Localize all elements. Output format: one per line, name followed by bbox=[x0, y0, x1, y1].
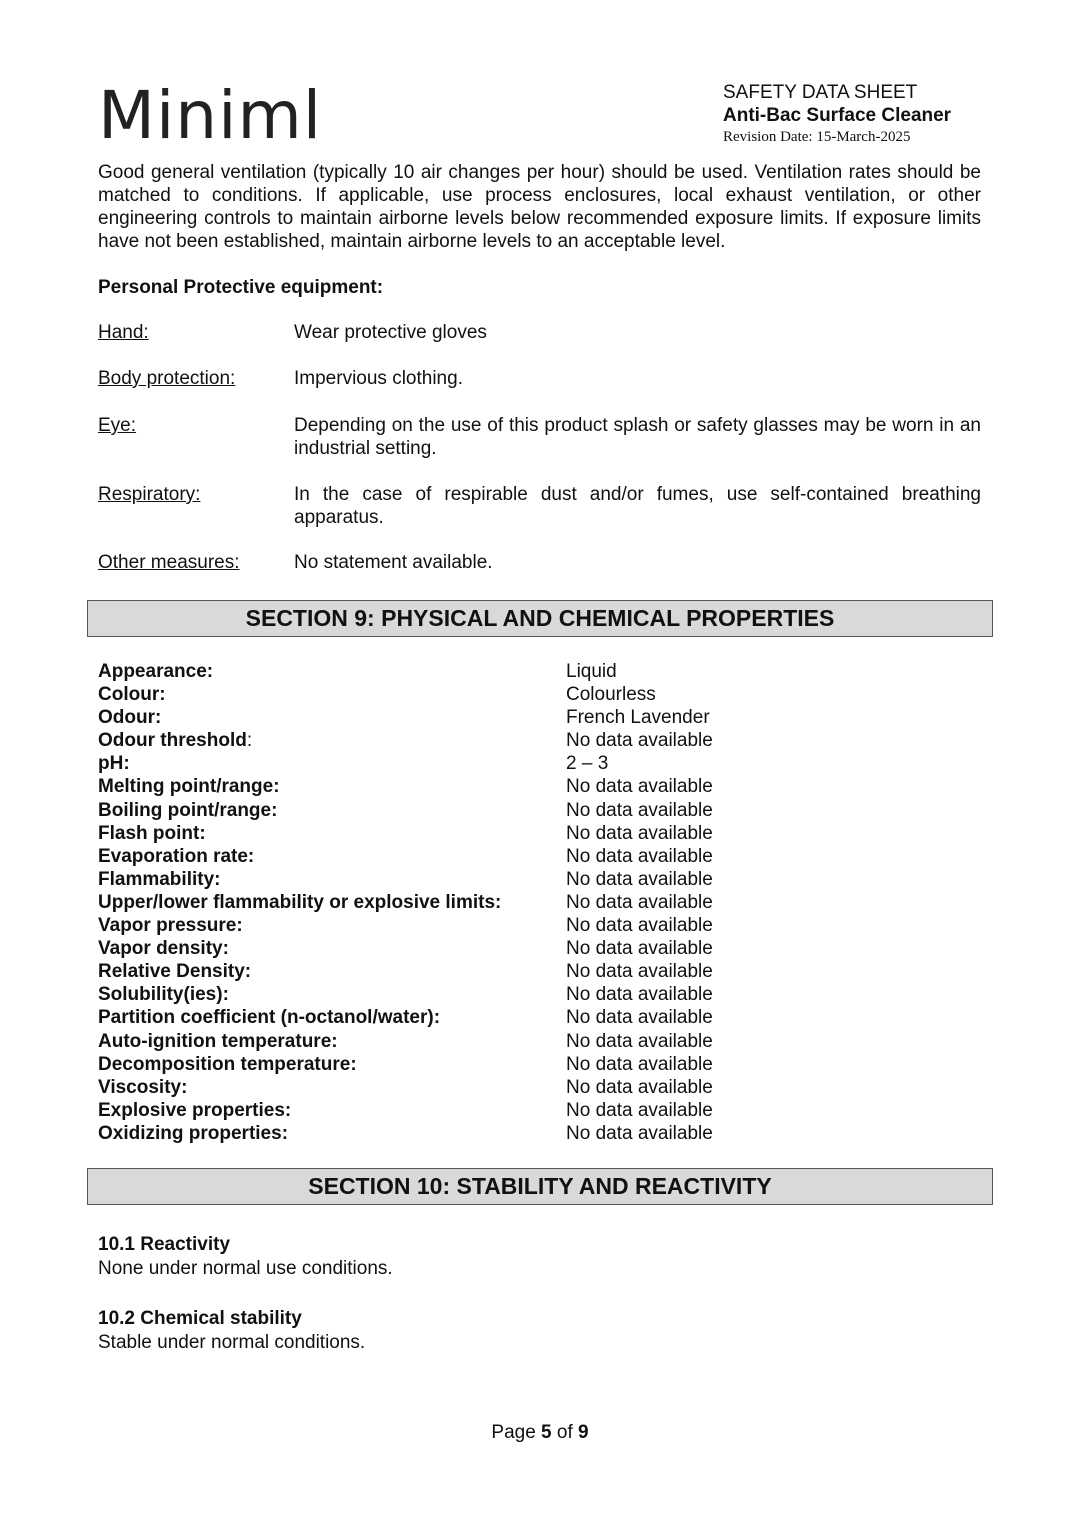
property-label: Odour: bbox=[98, 707, 162, 729]
property-value: No data available bbox=[566, 984, 713, 1006]
property-value: No data available bbox=[566, 799, 713, 821]
property-row bbox=[98, 1030, 981, 1053]
property-row bbox=[98, 1053, 981, 1076]
property-value: Liquid bbox=[566, 661, 617, 682]
section-9-heading: SECTION 9: PHYSICAL AND CHEMICAL PROPERTIES bbox=[87, 600, 993, 637]
property-row bbox=[98, 891, 981, 914]
property-label: Decomposition temperature: bbox=[98, 1053, 357, 1075]
property-row bbox=[98, 983, 981, 1006]
property-value: No data available bbox=[566, 868, 713, 890]
property-value: No data available bbox=[566, 1122, 713, 1144]
property-value: No data available bbox=[566, 730, 713, 752]
property-value: No data available bbox=[566, 1099, 713, 1121]
property-label: Appearance: bbox=[98, 661, 214, 682]
property-label-suffix: : bbox=[246, 730, 253, 752]
ppe-value: Impervious clothing. bbox=[294, 368, 463, 389]
property-row bbox=[98, 914, 981, 937]
property-value: No data available bbox=[566, 915, 713, 937]
ppe-label: Respiratory: bbox=[98, 484, 201, 505]
property-label-text: Odour threshold bbox=[98, 730, 247, 752]
property-label: Auto-ignition temperature: bbox=[98, 1030, 338, 1052]
chemical-stability-heading: 10.2 Chemical stability bbox=[98, 1308, 302, 1329]
property-row bbox=[98, 960, 981, 983]
property-label: Viscosity: bbox=[98, 1076, 188, 1098]
property-value: Colourless bbox=[566, 684, 656, 706]
property-value: No data available bbox=[566, 776, 713, 798]
property-value: No data available bbox=[566, 1007, 713, 1029]
property-label: Vapor pressure: bbox=[98, 915, 243, 937]
property-label: Oxidizing properties: bbox=[98, 1122, 289, 1144]
property-label: Colour: bbox=[98, 684, 166, 706]
reactivity-heading: 10.1 Reactivity bbox=[98, 1234, 231, 1255]
ppe-value: No statement available. bbox=[294, 552, 493, 573]
miniml-logo bbox=[98, 70, 323, 154]
ppe-value: Wear protective gloves bbox=[294, 322, 487, 343]
product-name: Anti-Bac Surface Cleaner bbox=[723, 105, 952, 126]
properties-list bbox=[98, 660, 981, 1145]
page-total: 9 bbox=[578, 1422, 589, 1443]
page-prefix: Page bbox=[491, 1422, 542, 1443]
property-value: No data available bbox=[566, 938, 713, 960]
ventilation-paragraph: Good general ventilation (typically 10 air changes per hour) should be used. Ventilation rates should be matched to conditions. If applicable, use process enclosures, local exhaust ventilation, or other engineering controls to maintain airborne levels below recommended exposure limits. If exposure limits have not been established, maintain airborne levels to an acceptable level. bbox=[98, 162, 981, 252]
property-label: Melting point/range: bbox=[98, 776, 280, 798]
property-label bbox=[98, 729, 252, 752]
property-label: Explosive properties: bbox=[98, 1099, 292, 1121]
property-value: No data available bbox=[566, 961, 713, 983]
property-label: Vapor density: bbox=[98, 938, 229, 960]
document-header bbox=[723, 82, 1063, 146]
property-label: Upper/lower flammability or explosive limits: bbox=[98, 891, 502, 913]
revision-date: Revision Date: 15-March-2025 bbox=[723, 129, 911, 145]
property-row bbox=[98, 1122, 981, 1145]
property-label: Evaporation rate: bbox=[98, 845, 255, 867]
svg-text:Miniml: Miniml bbox=[98, 77, 323, 154]
ppe-label: Hand: bbox=[98, 322, 149, 343]
property-value: No data available bbox=[566, 891, 713, 913]
property-label: pH: bbox=[98, 753, 130, 775]
property-row bbox=[98, 845, 981, 868]
page-number bbox=[0, 1421, 1080, 1444]
property-label: Partition coefficient (n-octanol/water): bbox=[98, 1007, 441, 1029]
property-label: Relative Density: bbox=[98, 961, 252, 983]
property-row bbox=[98, 706, 981, 729]
property-row bbox=[98, 683, 981, 706]
reactivity-text: None under normal use conditions. bbox=[98, 1258, 393, 1279]
property-value: No data available bbox=[566, 845, 713, 867]
property-value: No data available bbox=[566, 1053, 713, 1075]
property-row bbox=[98, 729, 981, 752]
ppe-label: Other measures: bbox=[98, 552, 240, 573]
property-value: 2 – 3 bbox=[566, 753, 609, 775]
property-row bbox=[98, 775, 981, 798]
property-label: Boiling point/range: bbox=[98, 799, 278, 821]
section-10-heading: SECTION 10: STABILITY AND REACTIVITY bbox=[87, 1168, 993, 1205]
property-label: Flammability: bbox=[98, 868, 221, 890]
property-row bbox=[98, 1006, 981, 1029]
property-row bbox=[98, 1099, 981, 1122]
property-row bbox=[98, 1076, 981, 1099]
property-value: No data available bbox=[566, 1076, 713, 1098]
page-of: of bbox=[551, 1422, 579, 1443]
property-row bbox=[98, 822, 981, 845]
property-value: French Lavender bbox=[566, 707, 710, 729]
ppe-value: In the case of respirable dust and/or fumes, use self-contained breathing apparatus. bbox=[294, 484, 981, 528]
chemical-stability-text: Stable under normal conditions. bbox=[98, 1332, 366, 1353]
property-label: Solubility(ies): bbox=[98, 984, 229, 1006]
page-current: 5 bbox=[541, 1422, 552, 1443]
property-row bbox=[98, 937, 981, 960]
property-value: No data available bbox=[566, 1030, 713, 1052]
doc-type: SAFETY DATA SHEET bbox=[723, 82, 918, 103]
ppe-label: Eye: bbox=[98, 415, 137, 436]
property-row bbox=[98, 660, 981, 683]
property-row bbox=[98, 799, 981, 822]
property-row bbox=[98, 752, 981, 775]
property-value: No data available bbox=[566, 822, 713, 844]
property-row bbox=[98, 868, 981, 891]
ppe-label: Body protection: bbox=[98, 368, 236, 389]
property-label: Flash point: bbox=[98, 822, 206, 844]
ppe-title: Personal Protective equipment: bbox=[98, 277, 384, 298]
ppe-value: Depending on the use of this product splash or safety glasses may be worn in an industrial setting. bbox=[294, 415, 981, 459]
